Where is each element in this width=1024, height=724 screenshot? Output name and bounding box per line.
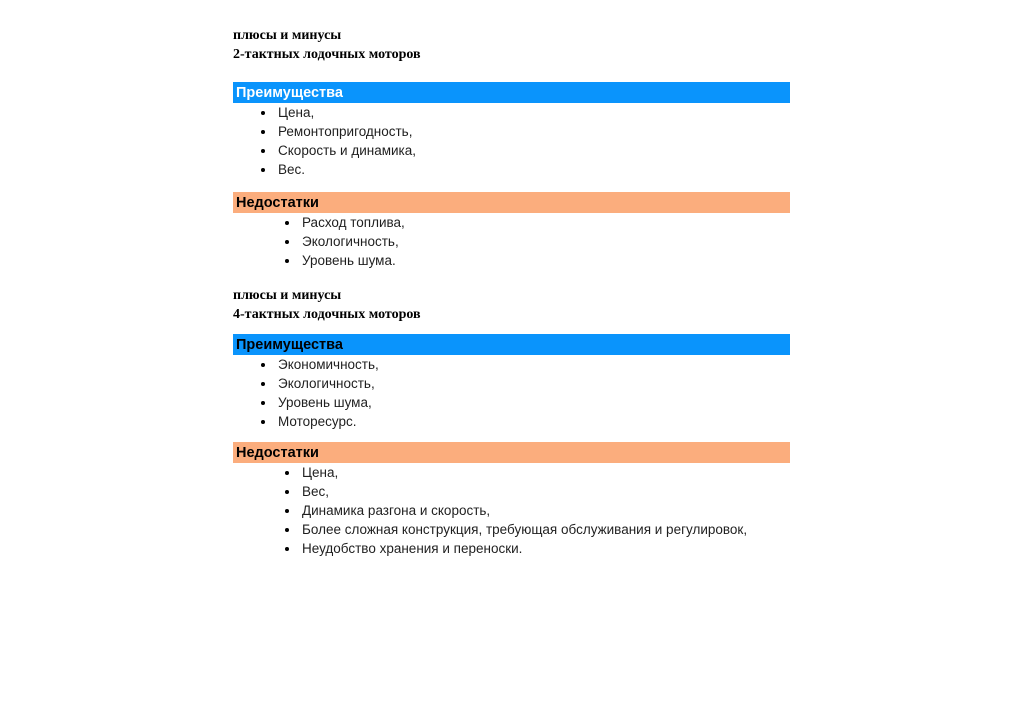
list-item (233, 482, 790, 501)
advantages-header: Преимущества (233, 334, 790, 355)
list-item (233, 103, 790, 122)
list-item-text: Ремонтопригодность, (278, 124, 413, 139)
list-item (233, 393, 790, 412)
list-item (233, 539, 790, 558)
bullet-icon (261, 401, 265, 405)
advantages-header: Преимущества (233, 82, 790, 103)
bullet-icon (261, 420, 265, 424)
list-item-text: Уровень шума. (302, 253, 396, 268)
bullet-icon (285, 259, 289, 263)
bullet-icon (261, 363, 265, 367)
list-item (233, 501, 790, 520)
list-item-text: Моторесурс. (278, 414, 357, 429)
bullet-icon (261, 149, 265, 153)
list-item (233, 213, 790, 232)
section-title-2stroke (233, 26, 790, 64)
section-title-4stroke (233, 286, 790, 324)
list-item-text: Цена, (278, 105, 315, 120)
list-item (233, 160, 790, 179)
list-item-text: Более сложная конструкция, требующая обслуживания и регулировок, (302, 522, 748, 537)
list-item-text: Цена, (302, 465, 339, 480)
list-item (233, 232, 790, 251)
list-item-text: Вес, (302, 484, 330, 499)
list-item (233, 122, 790, 141)
list-item-text: Вес. (278, 162, 306, 177)
list-item-text: Экологичность, (302, 234, 399, 249)
bullet-icon (285, 240, 289, 244)
bullet-icon (261, 111, 265, 115)
list-item-text: Уровень шума, (278, 395, 372, 410)
list-item (233, 374, 790, 393)
bullet-icon (285, 490, 289, 494)
bullet-icon (285, 528, 289, 532)
list-item (233, 520, 790, 539)
list-item (233, 251, 790, 270)
list-item (233, 355, 790, 374)
bullet-icon (261, 130, 265, 134)
bullet-icon (285, 509, 289, 513)
list-item-text: Динамика разгона и скорость, (302, 503, 491, 518)
list-item-text: Экономичность, (278, 357, 379, 372)
disadvantages-header: Недостатки (233, 192, 790, 213)
list-item-text: Экологичность, (278, 376, 375, 391)
list-item (233, 141, 790, 160)
bullet-icon (261, 382, 265, 386)
advantages-list (233, 103, 790, 179)
list-item (233, 463, 790, 482)
section-title-line1: плюсы и минусы (233, 288, 342, 303)
document-body (233, 0, 790, 558)
list-item-text: Скорость и динамика, (278, 143, 417, 158)
bullet-icon (261, 168, 265, 172)
list-item (233, 412, 790, 431)
bullet-icon (285, 221, 289, 225)
disadvantages-header: Недостатки (233, 442, 790, 463)
bullet-icon (285, 471, 289, 475)
list-item-text: Расход топлива, (302, 215, 405, 230)
disadvantages-list (233, 463, 790, 558)
advantages-list (233, 355, 790, 431)
section-title-line2: 4-тактных лодочных моторов (233, 307, 421, 322)
list-item-text: Неудобство хранения и переноски. (302, 541, 523, 556)
disadvantages-list (233, 213, 790, 270)
section-title-line2: 2-тактных лодочных моторов (233, 47, 421, 62)
bullet-icon (285, 547, 289, 551)
section-title-line1: плюсы и минусы (233, 28, 342, 43)
